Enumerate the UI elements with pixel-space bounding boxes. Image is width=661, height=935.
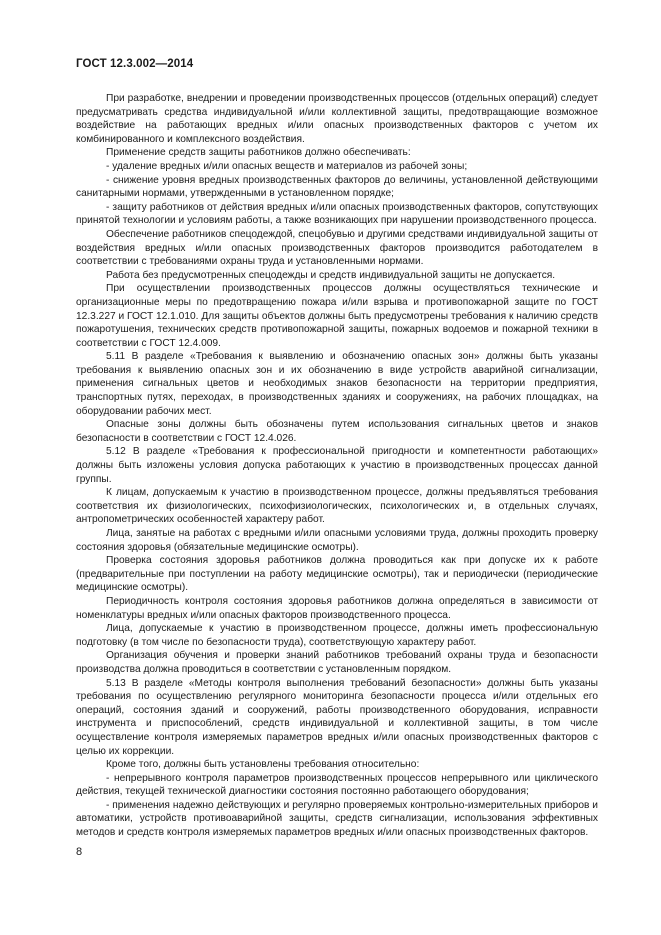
paragraph: Обеспечение работников спецодеждой, спецобувью и другими средствами индивидуальной защиты от воздействия вредных и/или опасных производственных факторов производится работодателем в соответствии с требованиями охраны труда и установленными нормами.	[76, 228, 598, 268]
document-header: ГОСТ 12.3.002—2014	[76, 58, 194, 70]
document-body	[76, 92, 598, 840]
paragraph: Лица, занятые на работах с вредными и/или опасными условиями труда, должны проходить проверку состояния здоровья (обязательные медицинские осмотры).	[76, 528, 598, 553]
paragraph: Организация обучения и проверки знаний работников требований охраны труда и безопасности производства должна проводиться в соответствии с установленным порядком.	[76, 650, 598, 675]
paragraph: К лицам, допускаемым к участию в производственном процессе, должны предъявляться требования соответствия их физиологических, психофизиологических, психологических и, в отдельных случаях, антропометрических особенностей характеру работ.	[76, 487, 598, 526]
paragraph: При разработке, внедрении и проведении производственных процессов (отдельных операций) следует предусматривать средства индивидуальной и/или коллективной защиты, предотвращающие возможное воздействие на работающих вредных и/или опасных производственных факторов с учетом их комбинированного и комплексного воздействия.	[76, 93, 598, 145]
paragraph: Опасные зоны должны быть обозначены путем использования сигнальных цветов и знаков безопасности в соответствии с ГОСТ 12.4.026.	[76, 419, 598, 444]
paragraph: Работа без предусмотренных спецодежды и средств индивидуальной защиты не допускается.	[106, 269, 556, 281]
list-item: - защиту работников от действия вредных и/или опасных производственных факторов, сопутствующих принятой технологии и условиям работы, а также возникающих при нарушении производственного процесса.	[76, 201, 598, 227]
paragraph: Периодичность контроля состояния здоровья работников должна определяться в зависимости от номенклатуры вредных и/или опасных факторов производственного процесса.	[76, 595, 598, 621]
list-item: - удаление вредных и/или опасных веществ и материалов из рабочей зоны;	[106, 160, 468, 172]
paragraph: Проверка состояния здоровья работников должна проводиться как при допуске их к работе (предварительные при поступлении на работу медицинские осмотры), так и периодически (периодические медицинские осмотры).	[76, 555, 598, 594]
section-paragraph-5-11: 5.11 В разделе «Требования к выявлению и обозначению опасных зон» должны быть указаны требования к выявлению опасных зон и их обозначению в виде устройств аварийной сигнализации, применения сигнальных цветов и необходимых знаков безопасности на территории предприятия, транспортных путях, переходах, в производственных зданиях и сооружениях, на рабочих площадках, на оборудовании рабочих мест.	[76, 351, 598, 417]
list-item: - применения надежно действующих и регулярно проверяемых контрольно-измерительных приборов и автоматики, устройств противоаварийной защиты, средств сигнализации, использования эффективных методов и средств контроля измеряемых параметров вредных и/или опасных производственных факторов.	[76, 799, 598, 839]
paragraph: Применение средств защиты работников должно обеспечивать:	[106, 147, 411, 159]
section-paragraph-5-12: 5.12 В разделе «Требования к профессиональной пригодности и компетентности работающих» должны быть изложены условия допуска работающих к участию в производственных процессах данной группы.	[76, 446, 598, 485]
paragraph: Кроме того, должны быть установлены требования относительно:	[106, 759, 420, 771]
list-item: - непрерывного контроля параметров производственных процессов непрерывного или циклического действия, текущей технической диагностики состояния постоянно работающего оборудования;	[76, 772, 598, 798]
section-paragraph-5-13: 5.13 В разделе «Методы контроля выполнения требований безопасности» должны быть указаны требования по осуществлению регулярного мониторинга безопасности процесса и/или отдельных его операций, состояния зданий и сооружений, работы производственного оборудования, исправности инструмента и приспособлений, средств индивидуальной и коллективной защиты, в том числе осуществление контроля измеряемых параметров вредных и/или опасных производственных факторов с целью их коррекции.	[76, 677, 598, 757]
list-item: - снижение уровня вредных производственных факторов до величины, установленной действующими санитарными нормами, утвержденными в установленном порядке;	[76, 174, 598, 200]
page-number: 8	[76, 846, 83, 858]
paragraph: Лица, допускаемые к участию в производственном процессе, должны иметь профессиональную подготовку (в том числе по безопасности труда), соответствующую характеру работ.	[76, 623, 598, 648]
paragraph: При осуществлении производственных процессов должны осуществляться технические и организационные меры по предотвращению пожара и/или взрыва и противопожарной защите по ГОСТ 12.3.227 и ГОСТ 12.1.010. Для защиты объектов должны быть предусмотрены требования к наличию средств пожаротушения, технических средств противопожарной защиты, пожарных водоемов и пожарной техники в соответствии с ГОСТ 12.4.009.	[76, 283, 598, 349]
